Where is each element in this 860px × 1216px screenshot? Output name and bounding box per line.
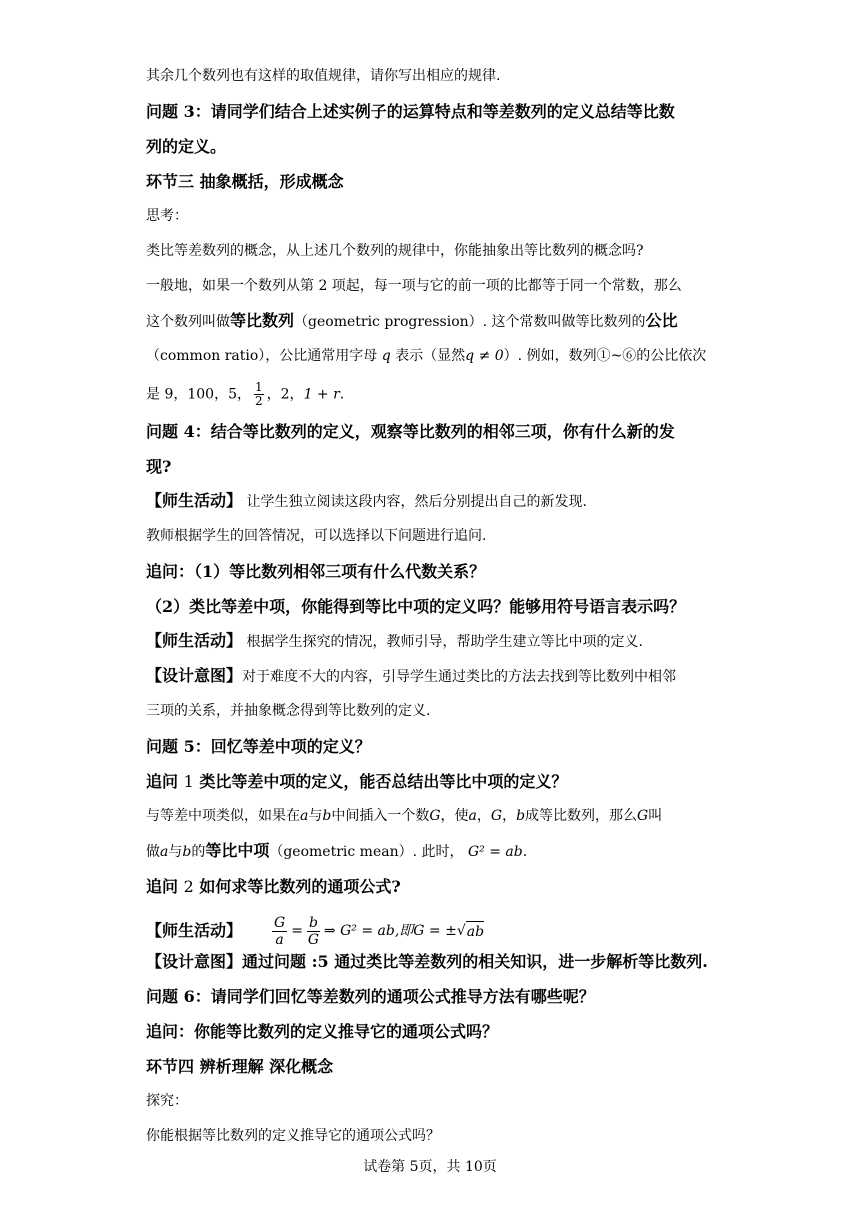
sqrt-sign: √ [456,923,466,939]
activity-tag: 【师生活动】 [146,491,243,510]
question-3-line-2: 列的定义。 [146,137,227,156]
activity-line: 【师生活动】 让学生独立阅读这段内容，然后分别提出自己的新发现. [146,491,587,510]
activity-tag: 【师生活动】 [146,631,243,650]
text-line: 三项的关系，并抽象概念得到等比数列的定义. [146,703,431,719]
sqrt-radicand: ab [466,921,484,942]
activity-line: 【师生活动】 根据学生探究的情况，教师引导，帮助学生建立等比中项的定义. [146,631,643,650]
section-4-heading: 环节四 辨析理解 深化概念 [146,1057,334,1076]
follow-up-5: 追问：你能等比数列的定义推导它的通项公式吗？ [146,1022,499,1041]
question-4-line-1: 问题 4：结合等比数列的定义，观察等比数列的相邻三项，你有什么新的发 [146,422,675,441]
follow-up-1: 追问：（1）等比数列相邻三项有什么代数关系？ [146,562,486,581]
follow-up-4: 追问 2 如何求等比数列的通项公式? [146,877,401,896]
text-line: 教师根据学生的回答情况，可以选择以下问题进行追问. [146,528,487,544]
geometric-mean-line-2: 做a与b的等比中项（geometric mean）. 此时， G² = ab. [146,841,528,860]
question-6: 问题 6：请同学们回忆等差数列的通项公式推导方法有哪些呢？ [146,987,595,1006]
term-common-ratio: 公比 [645,311,678,330]
text-line: 你能根据等比数列的定义推导它的通项公式吗？ [146,1128,440,1144]
fraction-one-half: $\frac{1}{2}$ [255,380,263,408]
follow-up-2: （2）类比等差中项，你能得到等比中项的定义吗？能够用符号语言表示吗？ [146,597,686,616]
design-intent-tag: 【设计意图】 [146,666,243,685]
think-label: 思考： [146,208,188,224]
page-footer: 试卷第 5页，共 10页 [363,1159,497,1175]
definition-line-1: 一般地，如果一个数列从第 2 项起，每一项与它的前一项的比都等于同一个常数，那么 [146,278,682,294]
explore-label: 探究： [146,1093,188,1109]
activity-formula-line: 【师生活动】 $\frac{G}{a}$ = $\frac{b}{G}$ ⇒ G² = ab,即G = ± √ ab [146,914,485,948]
document-body [146,66,726,1161]
question-5: 问题 5：回忆等差中项的定义？ [146,737,371,756]
design-intent-line: 【设计意图】通过问题 :5 通过类比等差数列的相关知识，进一步解析等比数列. [146,952,708,971]
section-3-heading: 环节三 抽象概括，形成概念 [146,172,344,191]
geometric-mean-line-1: 与等差中项类似，如果在a与b中间插入一个数G，使a，G，b成等比数列，那么G叫 [146,808,663,824]
definition-line-2: 这个数列叫做等比数列（geometric progression）. 这个常数叫做等比数列的公比 [146,311,678,330]
definition-line-4: 是 9，100，5， $\frac{1}{2}$ ，2，1 + r. [146,380,345,408]
design-intent-tag: 【设计意图】 [146,952,243,971]
text-line: 类比等差数列的概念，从上述几个数列的规律中，你能抽象出等比数列的概念吗? [146,243,644,259]
fraction-b-over-g: $\frac{b}{G}$ [307,914,320,948]
design-intent-line: 【设计意图】对于难度不大的内容，引导学生通过类比的方法去找到等比数列中相邻 [146,666,677,685]
term-geometric-sequence: 等比数列 [230,311,295,330]
term-geometric-mean: 等比中项 [205,841,270,860]
follow-up-3: 追问 1 类比等差中项的定义，能否总结出等比中项的定义？ [146,772,568,791]
question-3-line-1: 问题 3：请同学们结合上述实例子的运算特点和等差数列的定义总结等比数 [146,102,675,121]
question-4-line-2: 现? [146,457,172,476]
fraction-g-over-a: $\frac{G}{a}$ [274,914,286,948]
text-line: 其余几个数列也有这样的取值规律，请你写出相应的规律. [146,68,501,84]
activity-tag: 【师生活动】 [146,921,243,940]
definition-line-3: （common ratio），公比通常用字母 q 表示（显然q ≠ 0）. 例如，数列①~⑥的公比依次 [146,348,707,364]
